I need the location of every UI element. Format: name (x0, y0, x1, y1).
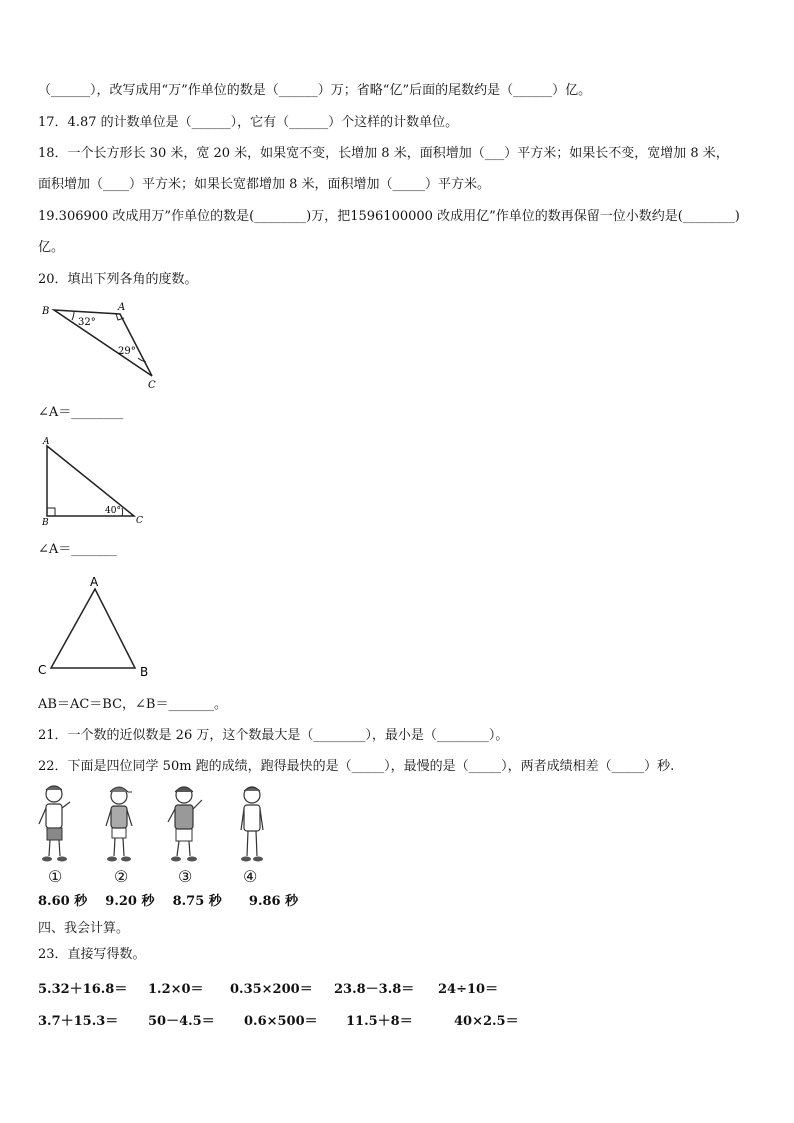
vertex-label-a: A (90, 575, 99, 589)
question-17: 17．4.87 的计数单位是（______），它有（______）个这样的计数单位。 (38, 115, 459, 130)
question-20-answer-c: AB＝AC＝BC，∠B＝_______。 (38, 697, 227, 712)
question-21: 21．一个数的近似数是 26 万，这个数最大是（________），最小是（________）。 (38, 728, 509, 743)
boy-illustration-3 (164, 782, 208, 864)
vertex-label-b: B (42, 306, 50, 317)
triangle-figure-1 (38, 300, 168, 395)
calc-item: 50－4.5＝ (148, 1014, 215, 1029)
calc-item: 0.35×200＝ (230, 982, 313, 997)
vertex-label-a: A (43, 437, 50, 447)
vertex-label-a: A (118, 302, 126, 313)
question-20: 20．填出下列各角的度数。 (38, 272, 198, 287)
kid-number-3: ③ (178, 867, 193, 886)
question-18-line2: 面积增加（____）平方米；如果长宽都增加 8 米，面积增加（_____）平方米。 (38, 177, 491, 192)
question-18-line1: 18．一个长方形长 30 米，宽 20 米，如果宽不变，长增加 8 米，面积增加（___）平方米；如果长不变，宽增加 8 米， (38, 146, 729, 161)
calc-item: 11.5＋8＝ (346, 1014, 413, 1029)
question-22: 22．下面是四位同学 50m 跑的成绩，跑得最快的是（_____），最慢的是（_____），两者成绩相差（_____）秒. (38, 759, 675, 774)
run-times: 8.60 秒 9.20 秒 8.75 秒 9.86 秒 (38, 894, 299, 909)
calc-item: 5.32＋16.8＝ (38, 982, 128, 997)
question-20-answer-b: ∠A＝_______ (38, 542, 117, 557)
vertex-label-c: C (38, 663, 47, 677)
vertex-label-b: B (140, 665, 149, 679)
question-19-line2: 亿。 (38, 240, 65, 255)
calc-item: 0.6×500＝ (244, 1014, 318, 1029)
kid-number-1: ① (48, 867, 63, 886)
question-23: 23．直接写得数。 (38, 947, 146, 962)
boy-illustration-2 (100, 782, 140, 864)
vertex-label-b: B (42, 518, 49, 528)
triangle-figure-2 (38, 434, 158, 529)
angle-c-label: 29° (118, 346, 136, 357)
kid-number-2: ② (114, 867, 129, 886)
kid-number-4: ④ (243, 867, 258, 886)
boy-illustration-1 (36, 782, 76, 864)
boy-illustration-4 (232, 782, 272, 864)
calc-item: 1.2×0＝ (148, 982, 204, 997)
question-20-answer-a: ∠A＝________ (38, 405, 124, 420)
angle-c-label: 40° (105, 506, 121, 516)
triangle-figure-3 (36, 572, 156, 682)
question-19-line1: 19.306900 改成用万”作单位的数是(________)万，把1596100000 改成用亿”作单位的数再保留一位小数约是(________) (38, 209, 740, 224)
question-16-continuation: （______），改写成用“万”作单位的数是（______）万；省略“亿”后面的尾数约是（______）亿。 (38, 83, 592, 98)
vertex-label-c: C (148, 380, 156, 391)
angle-b-label: 32° (78, 317, 96, 328)
calc-item: 3.7＋15.3＝ (38, 1014, 119, 1029)
vertex-label-c: C (136, 516, 143, 526)
calc-item: 23.8－3.8＝ (334, 982, 415, 997)
section-heading-4: 四、我会计算。 (38, 921, 130, 936)
calc-item: 24÷10＝ (438, 982, 499, 997)
calc-item: 40×2.5＝ (454, 1014, 519, 1029)
